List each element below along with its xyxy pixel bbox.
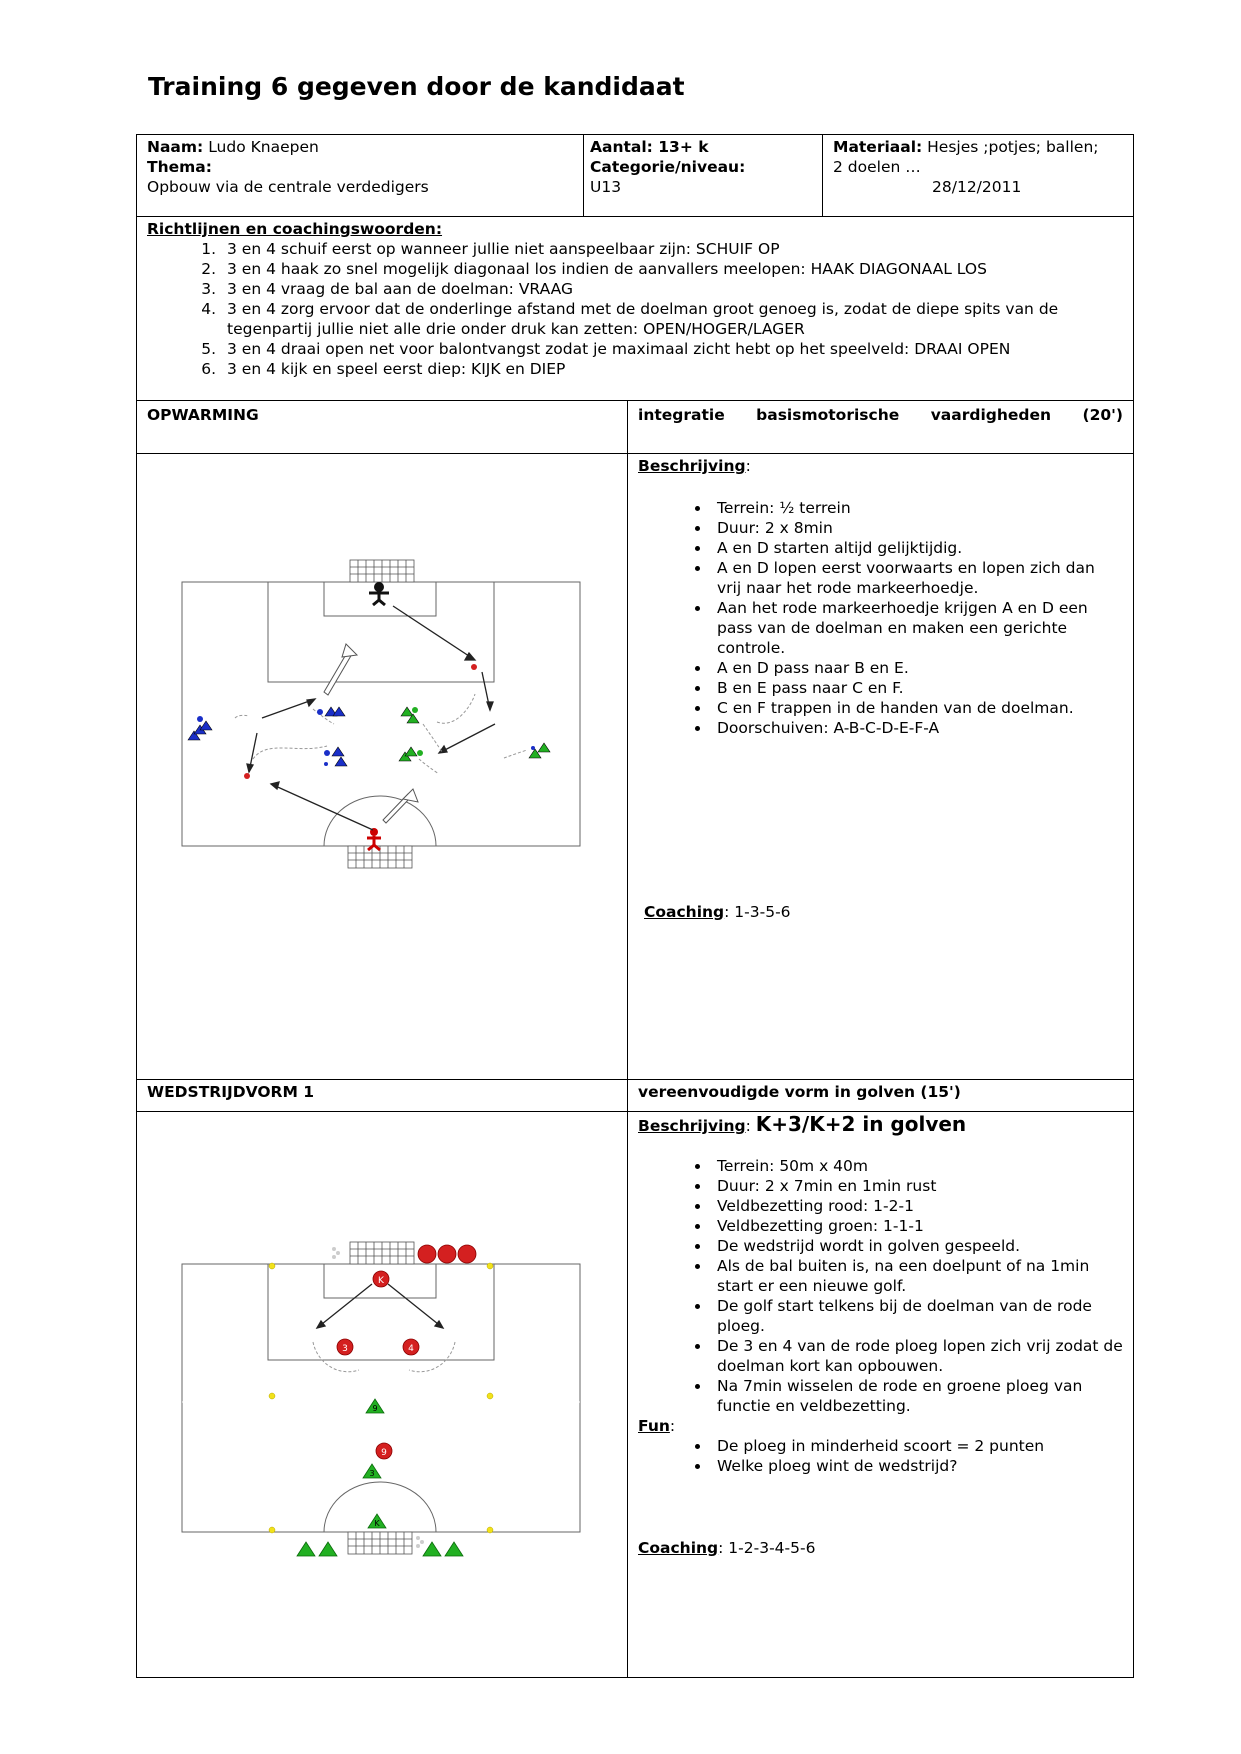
header-row [137,135,1134,217]
red-player-4-label: 4 [408,1344,414,1354]
spare-balls-top [332,1247,340,1259]
match-bullet: • De 3 en 4 van de rode ploeg lopen zich vrij zodat de doelman kort kan opbouwen. [711,1336,1123,1376]
match-bullet: • Na 7min wisselen de rode en groene ploeg van functie en veldbezetting. [711,1376,1123,1416]
match-goal-bottom [348,1532,412,1554]
match-goal-top [350,1242,414,1264]
materiaal-cell [823,135,1134,217]
materiaal-value: Hesjes ;potjes; ballen; [927,138,1099,156]
match-heading: WEDSTRIJDVORM 1 [137,1080,628,1112]
aantal-cell [584,135,823,217]
warmup-coaching-label: Coaching [644,903,725,921]
match-subtitle: vereenvoudigde vorm in golven (15') [628,1080,1134,1112]
match-desc-title: K+3/K+2 in golven [755,1112,967,1136]
guideline-item: 1. 3 en 4 schuif eerst op wanneer jullie niet aanspeelbaar zijn: SCHUIF OP [221,239,1123,259]
match-desc-label: Beschrijving [638,1117,746,1135]
green-player-3 [363,1464,381,1478]
aantal-label: Aantal: 13+ k [590,138,709,156]
naam-label: Naam: [147,138,204,156]
red-player-3 [337,1339,353,1355]
keeper-top-icon [369,582,389,605]
warmup-diagram [137,454,627,1074]
match-diagram [137,1112,627,1672]
green-keeper-label: K [374,1519,380,1528]
match-bullet: • De wedstrijd wordt in golven gespeeld. [711,1236,1123,1256]
match-description-cell: Beschrijving: K+3/K+2 in golven • Terrein: 50m x 40m • Duur: 2 x 7min en 1min rust • Veldbezetting rood: 1-2-1 • Veldbezetting groen: 1-1-1 • De wedstrijd wordt in golven gespeeld. • Als de bal buiten is, na een doelpunt of na 1min start er een nieuwe golf. • De golf start telkens bij de doelman van de rode ploeg. • De 3 en 4 van de rode ploeg lopen zich vrij zodat de doelman kort kan opbouwen. • Na 7min wisselen de rode en groene ploeg van functie en veldbezetting. Fun: • De ploeg in minderheid scoort = 2 punten • Welke ploeg wint de wedstrijd? Coaching: 1-2-3-4-5-6 [628,1112,1134,1678]
match-bullet: • Veldbezetting rood: 1-2-1 [711,1196,1123,1216]
warmup-heading: OPWARMING [137,401,628,454]
guidelines-list [147,239,1123,379]
training-sheet [136,134,1133,1677]
guidelines-heading: Richtlijnen en coachingswoorden: [147,220,443,238]
guideline-item: 5. 3 en 4 draai open net voor balontvangst zodat je maximaal zicht hebt op het speelveld: DRAAI OPEN [221,339,1123,359]
warmup-coaching-value: : 1-3-5-6 [724,903,791,921]
guidelines-cell [137,217,1134,401]
date: 28/12/2011 [932,178,1022,196]
green-player-9 [366,1399,384,1413]
categorie-label: Categorie/niveau: [590,158,746,176]
warmup-bullet: • B en E pass naar C en F. [711,678,1123,698]
warmup-body-row [137,454,1134,1080]
defender-run-paths [313,1342,455,1372]
red-keeper-label: K [378,1276,384,1286]
match-bullet: • Als de bal buiten is, na een doelpunt of na 1min start er een nieuwe golf. [711,1256,1123,1296]
red-player-9 [376,1443,392,1459]
fun-label: Fun [638,1417,670,1435]
red-player-4 [403,1339,419,1355]
warmup-bullet: • Duur: 2 x 8min [711,518,1123,538]
match-coaching-label: Coaching [638,1539,719,1557]
match-diagram-cell [137,1112,628,1678]
match-bullet: • Duur: 2 x 7min en 1min rust [711,1176,1123,1196]
fun-bullet: • Welke ploeg wint de wedstrijd? [711,1456,1123,1476]
green-keeper [368,1514,386,1528]
naam-thema-cell [137,135,584,217]
keeper-pass-arrows [317,1284,443,1328]
match-field-outline [182,1264,580,1532]
guideline-item: 4. 3 en 4 zorg ervoor dat de onderlinge afstand met de doelman groot genoeg is, zodat de diepe spits van de tegenpartij jullie niet alle drie onder druk kan zetten: OPEN/HOGER/LAGER [221,299,1123,339]
warmup-field-outline [182,582,580,846]
red-player-9-label: 9 [381,1448,387,1458]
match-bullets [638,1156,1123,1416]
warmup-bullet: • A en D lopen eerst voorwaarts en lopen zich dan vrij naar het rode markeerhoedje. [711,558,1123,598]
thema-label: Thema: [147,158,212,176]
warmup-header-row [137,401,1134,454]
warmup-desc-label: Beschrijving [638,457,746,475]
warmup-bullet: • C en F trappen in de handen van de doelman. [711,698,1123,718]
materiaal-value-2: 2 doelen … [833,158,921,176]
guideline-item: 6. 3 en 4 kijk en speel eerst diep: KIJK en DIEP [221,359,1123,379]
warmup-bullet: • Terrein: ½ terrein [711,498,1123,518]
reserve-red-players [418,1245,476,1263]
warmup-penalty-area [268,582,494,682]
warmup-subtitle: integratie basismotorische vaardigheden (20') [628,401,1134,454]
warmup-bullets [638,498,1123,738]
warmup-bullet: • Aan het rode markeerhoedje krijgen A en D een pass van de doelman en maken een gerichte controle. [711,598,1123,658]
guideline-item: 2. 3 en 4 haak zo snel mogelijk diagonaal los indien de aanvallers meelopen: HAAK DIAGONAAL LOS [221,259,1123,279]
yellow-cones [269,1263,493,1533]
match-bullet: • De golf start telkens bij de doelman van de rode ploeg. [711,1296,1123,1336]
match-bullet: • Terrein: 50m x 40m [711,1156,1123,1176]
warmup-diagram-cell [137,454,628,1080]
warmup-description-cell: Beschrijving: • Terrein: ½ terrein • Duur: 2 x 8min • A en D starten altijd gelijktijdig. • A en D lopen eerst voorwaarts en lopen zich dan vrij naar het rode markeerhoedje. • Aan het rode markeerhoedje krijgen A en D een pass van de doelman en maken een gerichte controle. • A en D pass naar B en E. • B en E pass naar C en F. • C en F trappen in de handen van de doelman. • Doorschuiven: A-B-C-D-E-F-A Coaching: 1-3-5-6 [628,454,1134,1080]
red-player-3-label: 3 [342,1344,348,1354]
naam-value: Ludo Knaepen [208,138,319,156]
training-table [136,134,1134,1678]
guideline-item: 3. 3 en 4 vraag de bal aan de doelman: VRAAG [221,279,1123,299]
page-title: Training 6 gegeven door de kandidaat [148,72,685,101]
spare-balls-bottom [416,1536,424,1548]
warmup-bullet: • Doorschuiven: A-B-C-D-E-F-A [711,718,1123,738]
green-player-3-label: 3 [369,1469,375,1478]
fun-bullet: • De ploeg in minderheid scoort = 2 punten [711,1436,1123,1456]
match-bullet: • Veldbezetting groen: 1-1-1 [711,1216,1123,1236]
categorie-value: U13 [590,178,622,196]
warmup-bullet: • A en D pass naar B en E. [711,658,1123,678]
fun-bullets [638,1436,1123,1476]
materiaal-label: Materiaal: [833,138,923,156]
warmup-goal-top [350,560,414,582]
red-markers [244,664,477,779]
match-header-row [137,1080,1134,1112]
guidelines-row [137,217,1134,401]
run-paths [235,694,527,774]
red-keeper [373,1271,389,1287]
match-body-row [137,1112,1134,1678]
thema-value: Opbouw via de centrale verdedigers [147,178,429,196]
match-coaching-value: : 1-2-3-4-5-6 [718,1539,816,1557]
warmup-bullet: • A en D starten altijd gelijktijdig. [711,538,1123,558]
green-player-9-label: 9 [372,1404,378,1413]
